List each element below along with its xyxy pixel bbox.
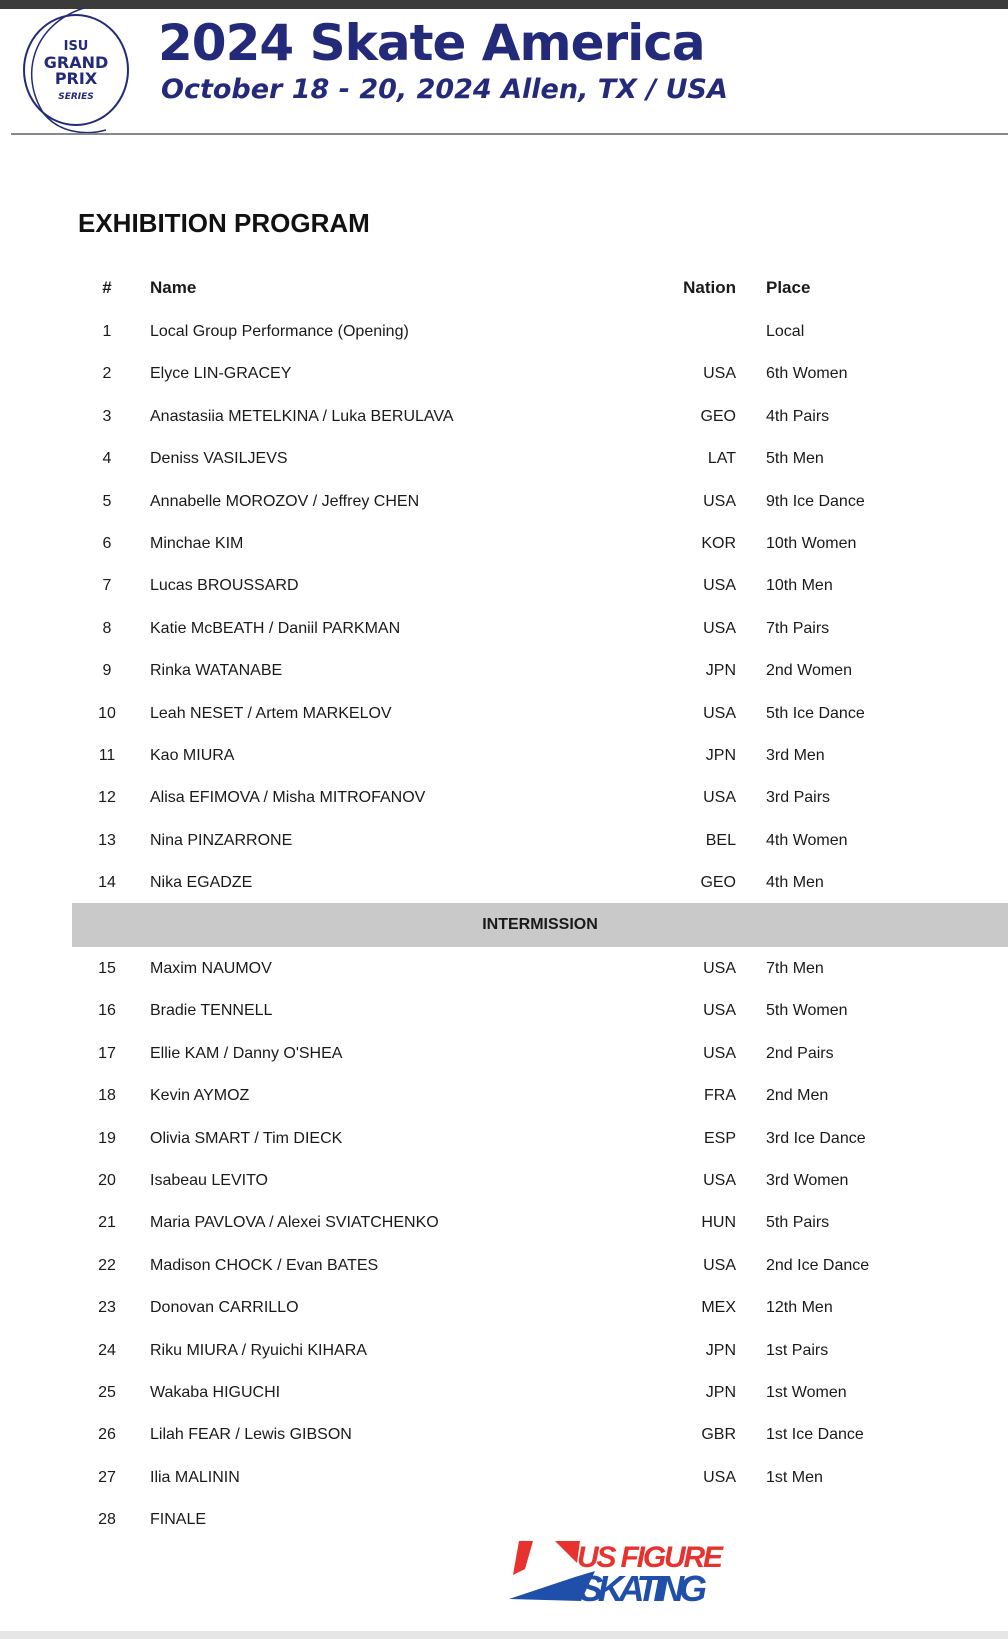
row-number: 16 bbox=[98, 1002, 116, 1020]
row-number: 12 bbox=[98, 789, 116, 807]
table-row bbox=[72, 396, 1008, 438]
row-name: Wakaba HIGUCHI bbox=[150, 1384, 281, 1401]
row-place: 5th Ice Dance bbox=[766, 704, 865, 722]
col-place: Place bbox=[766, 278, 811, 297]
row-nation: BEL bbox=[705, 831, 736, 849]
row-place: Local bbox=[766, 323, 805, 340]
table-row bbox=[72, 1075, 1008, 1117]
row-name: Kao MIURA bbox=[150, 747, 235, 764]
row-number: 24 bbox=[98, 1341, 116, 1359]
row-place: 1st Pairs bbox=[766, 1341, 829, 1359]
row-nation: USA bbox=[703, 492, 736, 510]
row-place: 3rd Women bbox=[766, 1172, 849, 1189]
row-nation: MEX bbox=[701, 1299, 736, 1317]
row-place: 7th Pairs bbox=[766, 619, 830, 637]
row-number: 5 bbox=[102, 492, 112, 510]
row-nation: HUN bbox=[701, 1214, 736, 1232]
svg-text:SERIES: SERIES bbox=[58, 92, 94, 102]
row-place: 2nd Pairs bbox=[766, 1044, 834, 1062]
row-name: Ilia MALININ bbox=[150, 1468, 240, 1486]
row-number: 4 bbox=[102, 450, 112, 468]
row-name: Madison CHOCK / Evan BATES bbox=[150, 1256, 379, 1274]
svg-text:GRAND: GRAND bbox=[43, 53, 109, 72]
row-nation: KOR bbox=[701, 535, 736, 552]
table-row bbox=[72, 1330, 1008, 1372]
row-number: 18 bbox=[98, 1087, 116, 1105]
row-name: Deniss VASILJEVS bbox=[150, 450, 288, 468]
table-row bbox=[72, 1414, 1008, 1456]
row-number: 8 bbox=[102, 619, 112, 637]
bottom-bar bbox=[0, 1631, 1008, 1639]
row-name: Nika EGADZE bbox=[150, 874, 253, 892]
row-number: 7 bbox=[102, 577, 112, 595]
table-row bbox=[72, 481, 1008, 523]
row-nation: JPN bbox=[705, 1384, 736, 1401]
row-number: 6 bbox=[102, 535, 112, 552]
table-row bbox=[72, 650, 1008, 692]
event-subtitle: October 18 - 20, 2024 Allen, TX / USA bbox=[161, 74, 728, 105]
table-row bbox=[72, 820, 1008, 862]
row-name: Alisa EFIMOVA / Misha MITROFANOV bbox=[150, 789, 426, 807]
row-place: 2nd Ice Dance bbox=[766, 1256, 870, 1274]
isu-grand-prix-logo bbox=[14, 4, 134, 134]
row-name: Nina PINZARRONE bbox=[150, 831, 293, 849]
row-number: 26 bbox=[98, 1426, 116, 1444]
row-name: Bradie TENNELL bbox=[150, 1002, 273, 1020]
row-nation: GBR bbox=[701, 1426, 736, 1444]
event-title: 2024 Skate America bbox=[158, 14, 705, 72]
intermission-band: INTERMISSION bbox=[72, 903, 1008, 947]
table-row bbox=[72, 1202, 1008, 1244]
table-row bbox=[72, 735, 1008, 777]
table-row bbox=[72, 1033, 1008, 1075]
table-row bbox=[72, 1499, 1008, 1541]
row-number: 28 bbox=[98, 1511, 116, 1529]
row-name: FINALE bbox=[150, 1511, 207, 1529]
row-place: 4th Men bbox=[766, 874, 824, 892]
row-number: 17 bbox=[98, 1044, 116, 1062]
row-place: 6th Women bbox=[766, 365, 848, 383]
row-place: 3rd Pairs bbox=[766, 789, 831, 807]
row-place: 4th Pairs bbox=[766, 407, 830, 425]
row-nation: USA bbox=[703, 704, 736, 722]
row-place: 5th Women bbox=[766, 1002, 848, 1020]
row-nation: USA bbox=[703, 1468, 736, 1486]
table-row bbox=[72, 311, 1008, 353]
row-nation: USA bbox=[703, 619, 736, 637]
row-place: 3rd Ice Dance bbox=[766, 1129, 866, 1147]
program-title: EXHIBITION PROGRAM bbox=[78, 208, 370, 238]
row-nation: FRA bbox=[704, 1087, 736, 1105]
row-place: 2nd Men bbox=[766, 1087, 829, 1105]
row-nation: USA bbox=[703, 577, 736, 595]
row-place: 10th Women bbox=[766, 535, 857, 552]
row-name: Elyce LIN-GRACEY bbox=[150, 365, 292, 383]
row-nation: USA bbox=[703, 960, 736, 977]
row-nation: GEO bbox=[700, 407, 736, 425]
table-row bbox=[72, 353, 1008, 395]
row-name: Local Group Performance (Opening) bbox=[150, 323, 409, 340]
row-number: 3 bbox=[102, 407, 112, 425]
row-name: Olivia SMART / Tim DIECK bbox=[150, 1129, 343, 1147]
row-number: 1 bbox=[102, 323, 112, 340]
row-nation: USA bbox=[703, 1002, 736, 1020]
row-place: 2nd Women bbox=[766, 662, 852, 680]
svg-text:US FIGURE: US FIGURE bbox=[577, 1541, 723, 1574]
table-header bbox=[72, 267, 1008, 309]
row-number: 11 bbox=[98, 747, 116, 764]
row-name: Anastasiia METELKINA / Luka BERULAVA bbox=[150, 407, 454, 425]
row-number: 13 bbox=[98, 831, 116, 849]
row-nation: USA bbox=[703, 365, 736, 383]
top-bar bbox=[0, 0, 1008, 9]
row-name: Kevin AYMOZ bbox=[150, 1087, 250, 1105]
row-place: 5th Men bbox=[766, 450, 824, 468]
us-figure-skating-logo bbox=[505, 1537, 730, 1607]
row-nation: JPN bbox=[705, 662, 736, 680]
row-name: Lilah FEAR / Lewis GIBSON bbox=[150, 1426, 352, 1444]
row-nation: USA bbox=[703, 1256, 736, 1274]
table-row bbox=[72, 1287, 1008, 1329]
row-place: 12th Men bbox=[766, 1299, 833, 1317]
row-nation: USA bbox=[703, 789, 736, 807]
row-place: 9th Ice Dance bbox=[766, 492, 865, 510]
row-number: 22 bbox=[98, 1256, 116, 1274]
row-number: 9 bbox=[102, 662, 112, 680]
row-name: Maria PAVLOVA / Alexei SVIATCHENKO bbox=[150, 1214, 439, 1232]
row-place: 1st Men bbox=[766, 1468, 823, 1486]
row-place: 5th Pairs bbox=[766, 1214, 830, 1232]
row-place: 4th Women bbox=[766, 831, 848, 849]
row-number: 15 bbox=[98, 960, 116, 977]
row-place: 10th Men bbox=[766, 577, 833, 595]
table-row bbox=[72, 438, 1008, 480]
table-row bbox=[72, 693, 1008, 735]
row-name: Annabelle MOROZOV / Jeffrey CHEN bbox=[150, 492, 420, 510]
row-number: 23 bbox=[98, 1299, 116, 1317]
table-row bbox=[72, 990, 1008, 1032]
row-place: 3rd Men bbox=[766, 747, 825, 764]
row-place: 7th Men bbox=[766, 960, 824, 977]
table-row bbox=[72, 948, 1008, 990]
row-number: 27 bbox=[98, 1468, 116, 1486]
table-row bbox=[72, 565, 1008, 607]
row-number: 25 bbox=[98, 1384, 116, 1401]
svg-text:PRIX: PRIX bbox=[54, 69, 98, 88]
svg-text:ISU: ISU bbox=[63, 39, 89, 54]
row-name: Riku MIURA / Ryuichi KIHARA bbox=[150, 1341, 367, 1359]
table-row bbox=[72, 777, 1008, 819]
header-divider bbox=[11, 133, 1008, 135]
col-num: # bbox=[102, 278, 112, 297]
table-row bbox=[72, 608, 1008, 650]
table-row bbox=[72, 1372, 1008, 1414]
row-nation: USA bbox=[703, 1172, 736, 1189]
row-number: 14 bbox=[98, 874, 116, 892]
row-nation: JPN bbox=[705, 747, 736, 764]
row-nation: ESP bbox=[703, 1129, 736, 1147]
row-name: Katie McBEATH / Daniil PARKMAN bbox=[150, 619, 401, 637]
row-number: 10 bbox=[98, 704, 116, 722]
row-nation: JPN bbox=[705, 1341, 736, 1359]
col-name: Name bbox=[150, 278, 197, 297]
row-name: Isabeau LEVITO bbox=[150, 1172, 268, 1189]
row-place: 1st Women bbox=[766, 1384, 847, 1401]
svg-text:SKATING: SKATING bbox=[579, 1568, 707, 1607]
row-name: Lucas BROUSSARD bbox=[150, 577, 299, 595]
row-nation: LAT bbox=[707, 450, 736, 468]
row-name: Ellie KAM / Danny O'SHEA bbox=[150, 1044, 343, 1062]
row-name: Maxim NAUMOV bbox=[150, 960, 272, 977]
row-number: 21 bbox=[98, 1214, 116, 1232]
table-row bbox=[72, 1160, 1008, 1202]
table-row bbox=[72, 1118, 1008, 1160]
row-place: 1st Ice Dance bbox=[766, 1426, 864, 1444]
table-row bbox=[72, 523, 1008, 565]
row-nation: GEO bbox=[700, 874, 736, 892]
row-name: Rinka WATANABE bbox=[150, 662, 283, 680]
row-number: 19 bbox=[98, 1129, 116, 1147]
row-nation: USA bbox=[703, 1044, 736, 1062]
row-name: Donovan CARRILLO bbox=[150, 1299, 299, 1317]
col-nation: Nation bbox=[683, 278, 736, 297]
table-row bbox=[72, 862, 1008, 904]
table-row bbox=[72, 1457, 1008, 1499]
row-name: Leah NESET / Artem MARKELOV bbox=[150, 704, 392, 722]
table-row bbox=[72, 1245, 1008, 1287]
row-name: Minchae KIM bbox=[150, 535, 244, 552]
row-number: 20 bbox=[98, 1172, 116, 1189]
row-number: 2 bbox=[102, 365, 112, 383]
